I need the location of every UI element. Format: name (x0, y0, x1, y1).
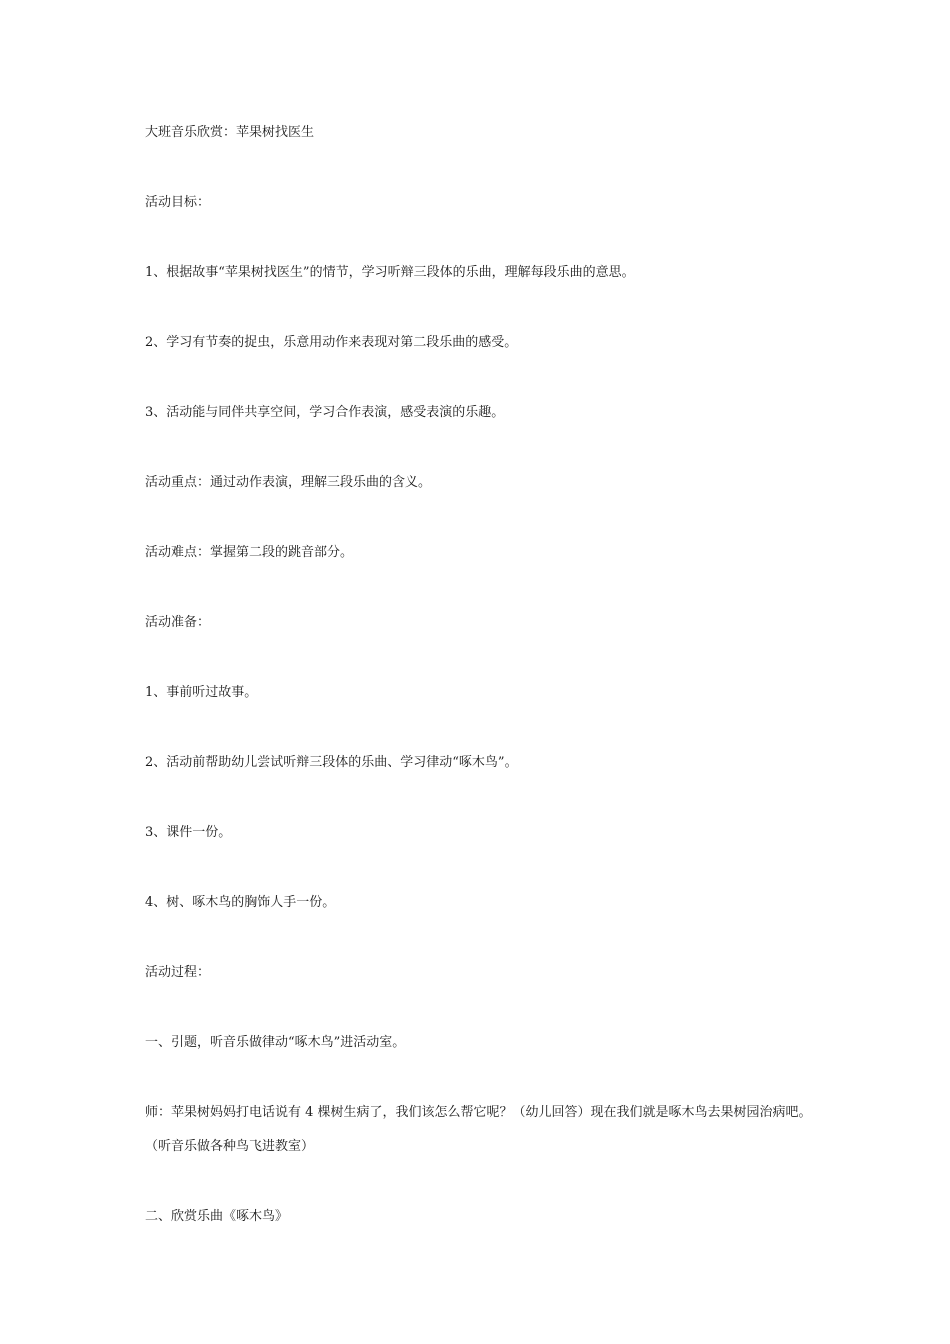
section-heading-preparation: 活动准备： (145, 615, 211, 630)
section-heading-process: 活动过程： (145, 965, 211, 980)
prep-item-1: 1、事前听过故事。 (145, 685, 258, 700)
prep-item-3: 3、课件一份。 (145, 825, 232, 840)
prep-item-4: 4、树、啄木鸟的胸饰人手一份。 (145, 895, 336, 910)
goal-item-3: 3、活动能与同伴共享空间，学习合作表演，感受表演的乐趣。 (145, 405, 505, 420)
document-title: 大班音乐欣赏：苹果树找医生 (145, 125, 315, 140)
goal-item-2: 2、学习有节奏的捉虫，乐意用动作来表现对第二段乐曲的感受。 (145, 335, 518, 350)
process-step-2: 二、欣赏乐曲《啄木鸟》 (145, 1209, 289, 1224)
teacher-dialogue: 师：苹果树妈妈打电话说有 4 棵树生病了，我们该怎么帮它呢？（幼儿回答）现在我们就是啄木鸟去果树园治病吧。（听音乐做各种鸟飞进教室） (145, 1105, 812, 1154)
section-heading-goals: 活动目标： (145, 195, 211, 210)
prep-item-2: 2、活动前帮助幼儿尝试听辩三段体的乐曲、学习律动“啄木鸟”。 (145, 755, 518, 770)
goal-item-1: 1、根据故事“苹果树找医生”的情节，学习听辩三段体的乐曲，理解每段乐曲的意思。 (145, 265, 635, 280)
key-point: 活动重点：通过动作表演，理解三段乐曲的含义。 (145, 475, 432, 490)
difficult-point: 活动难点：掌握第二段的跳音部分。 (145, 545, 354, 560)
process-step-1: 一、引题，听音乐做律动“啄木鸟”进活动室。 (145, 1035, 406, 1050)
